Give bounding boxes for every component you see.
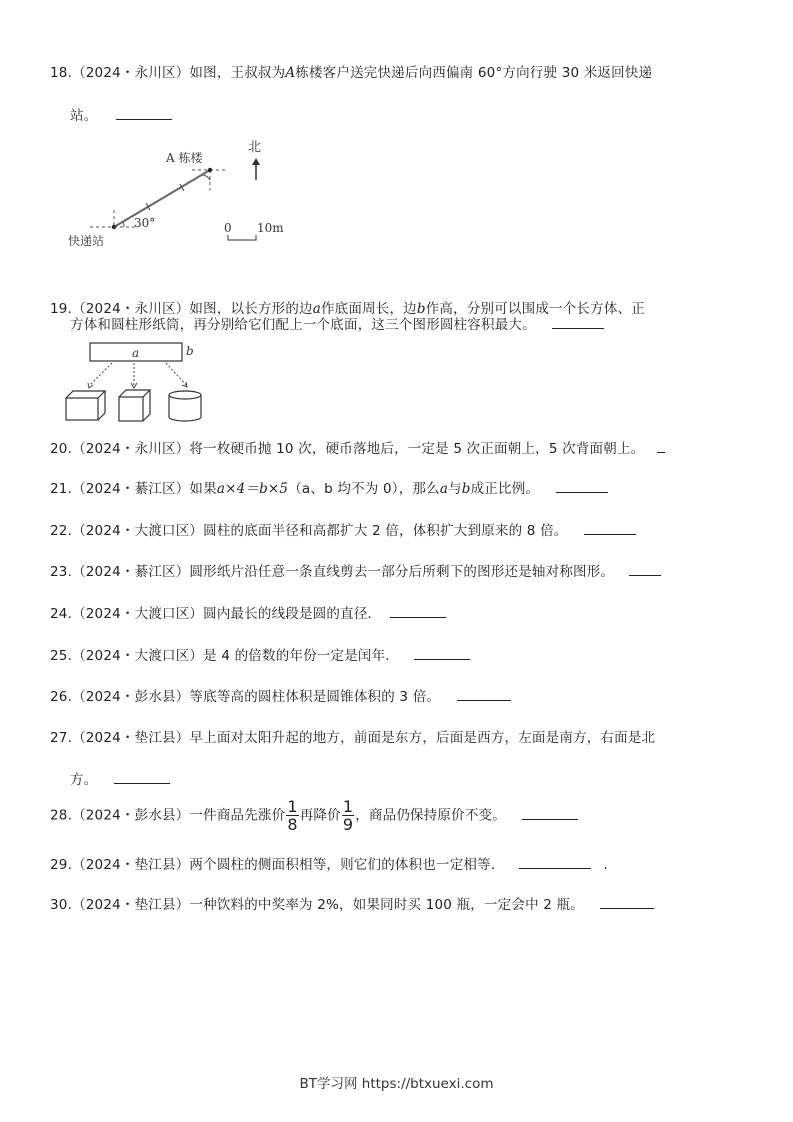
answer-blank-26[interactable] xyxy=(457,699,511,701)
scale-zero: 0 xyxy=(224,221,232,235)
figure-q19-shapes xyxy=(60,337,210,425)
cube-shape xyxy=(119,390,150,421)
answer-blank-19[interactable] xyxy=(552,327,604,329)
label-north: 北 xyxy=(248,140,262,155)
fraction-one-eighth: $\frac{1}{8}$ xyxy=(287,797,298,834)
answer-blank-27[interactable] xyxy=(114,782,170,784)
question-23: 23.（2024・綦江区）圆形纸片沿任意一条直线剪去一部分后所剩下的图形还是轴对称图形。 xyxy=(50,560,661,580)
answer-blank-18[interactable] xyxy=(116,118,172,120)
answer-blank-29[interactable] xyxy=(519,867,591,869)
label-b: b xyxy=(186,344,194,358)
question-19-line-2: 方体和圆柱形纸筒，再分别给它们配上一个底面，这三个图形圆柱容积最大。 xyxy=(70,313,604,333)
route-line xyxy=(114,170,210,227)
question-30: 30.（2024・垫江县）一种饮料的中奖率为 2%，如果同时买 100 瓶，一定会中 2 瓶。 xyxy=(50,893,654,913)
answer-blank-20[interactable] xyxy=(657,451,665,453)
question-18-line-1: 18.（2024・永川区）如图，王叔叔为A栋楼客户送完快递后向西偏南 60°方向行驶 30 米返回快递 xyxy=(50,65,653,81)
question-19-line-1: 19.（2024・永川区）如图，以长方形的边a作底面周长，边b作高，分别可以围成一个长方体、正 xyxy=(50,301,645,317)
page-footer-watermark: BT学习网 https://btxuexi.com xyxy=(299,1076,494,1092)
answer-blank-21[interactable] xyxy=(556,491,608,493)
scale-bar xyxy=(228,235,256,240)
answer-blank-28[interactable] xyxy=(522,818,578,820)
label-a: a xyxy=(132,346,140,360)
answer-blank-25[interactable] xyxy=(414,658,470,660)
label-angle: 30° xyxy=(134,216,156,230)
var-A: A xyxy=(285,65,296,81)
question-29: 29.（2024・垫江县）两个圆柱的侧面积相等，则它们的体积也一定相等． . xyxy=(50,857,609,873)
question-22: 22.（2024・大渡口区）圆柱的底面半径和高都扩大 2 倍，体积扩大到原来的 8 倍。 xyxy=(50,519,636,539)
question-20: 20.（2024・永川区）将一枚硬币抛 10 次，硬币落地后，一定是 5 次正面朝上，5 次背面朝上。 xyxy=(50,437,665,457)
point-building-a xyxy=(208,168,212,172)
answer-blank-22[interactable] xyxy=(584,533,636,535)
question-21: 21.（2024・綦江区）如果a×4＝b×5（a、b 均不为 0），那么a与b成正比例。 xyxy=(50,477,608,497)
answer-blank-23[interactable] xyxy=(629,574,661,576)
figure-q18-direction-diagram xyxy=(60,136,300,252)
question-26: 26.（2024・彭水县）等底等高的圆柱体积是圆锥体积的 3 倍。 xyxy=(50,685,511,705)
question-28: 28.（2024・彭水县）一件商品先涨价 $\frac{1}{8}$ 再降价 $\frac{1}{9}$ ，商品仍保持原价不变。 xyxy=(50,798,578,833)
cuboid-shape xyxy=(66,391,105,420)
question-25: 25.（2024・大渡口区）是 4 的倍数的年份一定是闰年． xyxy=(50,644,470,664)
question-18-line-2: 站。 xyxy=(70,104,172,124)
question-27-line-1: 27.（2024・垫江县）早上面对太阳升起的地方，前面是东方，后面是西方，左面是南方，右面是北 xyxy=(50,730,656,746)
question-27-line-2: 方。 xyxy=(70,768,170,788)
label-station: 快递站 xyxy=(68,234,105,248)
answer-blank-30[interactable] xyxy=(600,907,654,909)
question-24: 24.（2024・大渡口区）圆内最长的线段是圆的直径． xyxy=(50,602,446,622)
label-building-a: A 栋楼 xyxy=(166,151,203,165)
answer-blank-24[interactable] xyxy=(390,616,446,618)
cylinder-shape xyxy=(169,391,201,421)
fraction-one-ninth: $\frac{1}{9}$ xyxy=(342,797,354,834)
scale-length: 10m xyxy=(257,221,284,235)
